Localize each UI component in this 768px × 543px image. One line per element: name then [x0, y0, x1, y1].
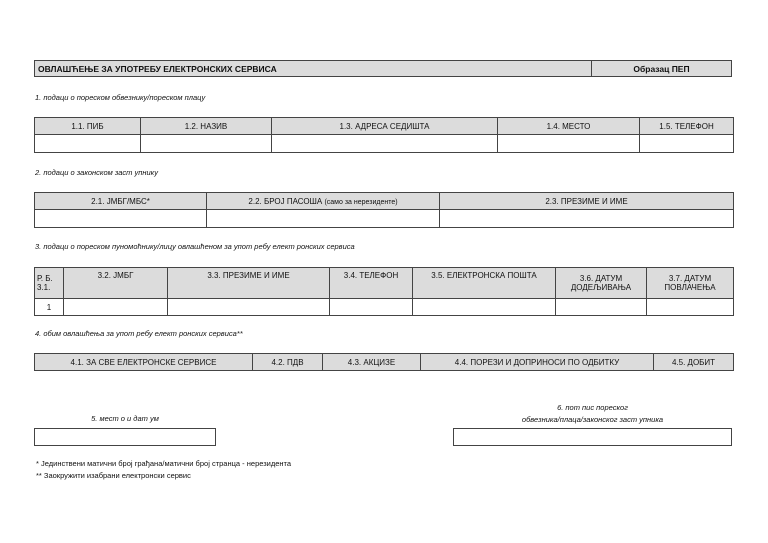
row-number-cell: 1: [35, 299, 64, 316]
col-proxy-email: 3.5. ЕЛЕКТРОНСКА ПОШТА: [413, 268, 556, 299]
col-place: 1.4. МЕСТО: [498, 118, 640, 135]
name-field[interactable]: [141, 135, 272, 153]
proxy-phone-field[interactable]: [330, 299, 413, 316]
proxy-jmbg-field[interactable]: [64, 299, 168, 316]
title-divider: [591, 61, 592, 76]
passport-note: (само за нерезиденте): [324, 198, 398, 206]
option-excise[interactable]: 4.3. АКЦИЗЕ: [323, 354, 421, 371]
col-rep-name: 2.3. ПРЕЗИМЕ И ИМЕ: [440, 193, 734, 210]
jmbg-mbs-field[interactable]: [35, 210, 207, 228]
date-assigned-field[interactable]: [556, 299, 647, 316]
option-profit[interactable]: 4.5. ДОБИТ: [654, 354, 734, 371]
pib-field[interactable]: [35, 135, 141, 153]
date-revoked-field[interactable]: [647, 299, 734, 316]
scope-table: [34, 353, 734, 371]
section-3-heading: 3. подаци о пореском пуномоћнику/лицу овлашћеном за упот ребу елект ронских сервиса: [35, 242, 355, 251]
rep-name-field[interactable]: [440, 210, 734, 228]
col-jmbg-mbs: 2.1. ЈМБГ/МБС*: [35, 193, 207, 210]
passport-label: 2.2. БРОЈ ПАСОША: [248, 196, 323, 206]
signature-field[interactable]: [453, 428, 732, 446]
place-field[interactable]: [498, 135, 640, 153]
option-vat[interactable]: 4.2. ПДВ: [253, 354, 323, 371]
form-code: Образац ПЕП: [633, 64, 690, 74]
passport-field[interactable]: [207, 210, 440, 228]
taxpayer-table: [34, 117, 734, 153]
col-proxy-phone: 3.4. ТЕЛЕФОН: [330, 268, 413, 299]
col-name: 1.2. НАЗИВ: [141, 118, 272, 135]
place-date-field[interactable]: [34, 428, 216, 446]
phone-field[interactable]: [640, 135, 734, 153]
form-title-bar: [34, 60, 732, 77]
signature-label-line2: обвезника/плаца/законског заст упника: [521, 415, 664, 424]
signature-label-line1: 6. пот пис пореског: [557, 403, 628, 412]
col-row-number: Р. Б. 3.1.: [35, 268, 64, 299]
footnote-2: ** Заокружити изабрани електронски сервис: [36, 471, 191, 480]
section-2-heading: 2. подаци о законском заст упнику: [35, 168, 158, 177]
place-date-label: 5. мест о и дат ум: [91, 414, 159, 423]
col-proxy-name: 3.3. ПРЕЗИМЕ И ИМЕ: [168, 268, 330, 299]
col-passport: [207, 193, 440, 210]
col-date-assigned: 3.6. ДАТУМ ДОДЕЉИВАЊА: [556, 268, 647, 299]
col-address: 1.3. АДРЕСА СЕДИШТА: [272, 118, 498, 135]
address-field[interactable]: [272, 135, 498, 153]
footnote-1: * Јединствени матични број грађана/матични број странца - нерезидента: [36, 459, 292, 468]
proxy-email-field[interactable]: [413, 299, 556, 316]
section-1-heading: 1. подаци о пореском обвезнику/пореском плацу: [35, 93, 206, 102]
col-phone: 1.5. ТЕЛЕФОН: [640, 118, 734, 135]
col-pib: 1.1. ПИБ: [35, 118, 141, 135]
legal-rep-table: [34, 192, 734, 228]
col-date-revoked: 3.7. ДАТУМ ПОВЛАЧЕЊА: [647, 268, 734, 299]
option-withholding[interactable]: 4.4. ПОРЕЗИ И ДОПРИНОСИ ПО ОДБИТКУ: [421, 354, 654, 371]
col-proxy-jmbg: 3.2. ЈМБГ: [64, 268, 168, 299]
proxy-table: [34, 267, 734, 316]
section-4-heading: 4. обим овлашћења за упот ребу елект ронских сервиса**: [35, 329, 243, 338]
proxy-name-field[interactable]: [168, 299, 330, 316]
option-all-services[interactable]: 4.1. ЗА СВЕ ЕЛЕКТРОНСКЕ СЕРВИСЕ: [35, 354, 253, 371]
form-title: ОВЛАШЋЕЊЕ ЗА УПОТРЕБУ ЕЛЕКТРОНСКИХ СЕРВИСА: [38, 64, 277, 74]
